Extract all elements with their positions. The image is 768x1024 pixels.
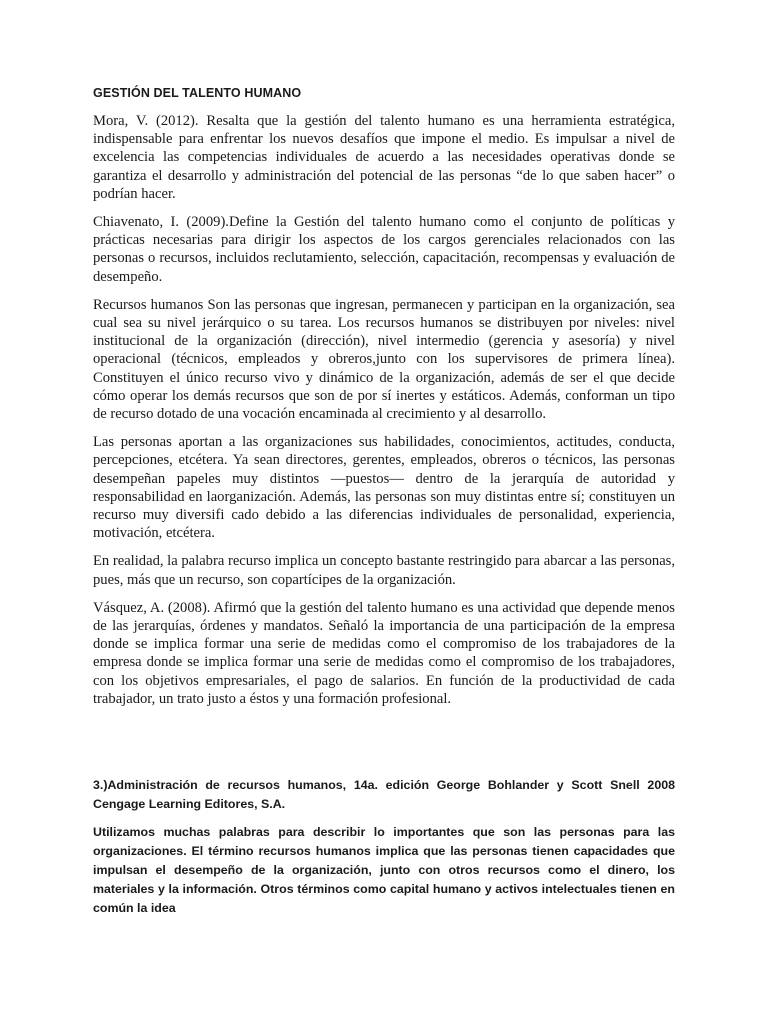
- paragraph-recursos-humanos: Recursos humanos Son las personas que ingresan, permanecen y participan en la organización, sea cual sea su nivel jerárquico o su tarea. Los recursos humanos se distribuyen por niveles: nivel institucional de la organización (dirección), nivel intermedio (gerencia y asesoría) y nivel operacional (técnicos, empleados y obreros,junto con los supervisores de primera línea). Constituyen el único recurso vivo y dinámico de la organización, además de ser el que decide cómo operar los demás recursos que son de por sí inertes y estáticos. Además, conforman un tipo de recurso dotado de una vocación encaminada al crecimiento y al desarrollo.: [93, 296, 675, 423]
- reference-citation: 3.)Administración de recursos humanos, 14a. edición George Bohlander y Scott Snell 2008 Cengage Learning Editores, S.A.: [93, 778, 675, 812]
- paragraph-vasquez: Vásquez, A. (2008). Afirmó que la gestión del talento humano es una actividad que depende menos de las jerarquías, órdenes y mandatos. Señaló la importancia de una participación de la empresa donde se implica formar una serie de medidas como el compromiso de los trabajadores de la empresa donde se implica formar una serie de medidas como el compromiso de los trabajadores, con los objetivos empresariales, el pago de salarios. En función de la productividad de cada trabajador, un trato justo a éstos y una formación profesional.: [93, 599, 675, 707]
- document-title: GESTIÓN DEL TALENTO HUMANO: [93, 86, 302, 100]
- paragraph-mora: Mora, V. (2012). Resalta que la gestión del talento humano es una herramienta estratégica, indispensable para enfrentar los nuevos desafíos que impone el medio. Es impulsar a nivel de excelencia las competencias individuales de acuerdo a las necesidades operativas donde se garantiza el desarrollo y administración del potencial de las personas “de lo que saben hacer” o podrían hacer.: [93, 113, 675, 202]
- section-spacer: [93, 718, 675, 776]
- paragraph-aportes-personas: Las personas aportan a las organizaciones sus habilidades, conocimientos, actitudes, conducta, percepciones, etcétera. Ya sean directores, gerentes, empleados, obreros o técnicos, las personas desempeñan papeles muy distintos —puestos— dentro de la jerarquía de autoridad y responsabilidad en laorganización. Además, las personas son muy distintas entre sí; constituyen un recurso muy diversifi cado debido a las diferencias individuales de personalidad, experiencia, motivación, etcétera.: [93, 434, 675, 542]
- paragraph-chiavenato: Chiavenato, I. (2009).Define la Gestión del talento humano como el conjunto de políticas y prácticas necesarias para dirigir los aspectos de los cargos gerenciales relacionados con las personas o recursos, incluidos reclutamiento, selección, capacitación, recompensas y evaluación de desempeño.: [93, 214, 675, 285]
- paragraph-palabra-recurso: En realidad, la palabra recurso implica un concepto bastante restringido para abarcar a las personas, pues, más que un recurso, son copartícipes de la organización.: [93, 553, 675, 588]
- paragraph-bohlander-snell: Utilizamos muchas palabras para describir lo importantes que son las personas para las organizaciones. El término recursos humanos implica que las personas tienen capacidades que impulsan el desempeño de la organización, junto con otros recursos como el dinero, los materiales y la información. Otros términos como capital humano y activos intelectuales tienen en común la idea: [93, 825, 675, 916]
